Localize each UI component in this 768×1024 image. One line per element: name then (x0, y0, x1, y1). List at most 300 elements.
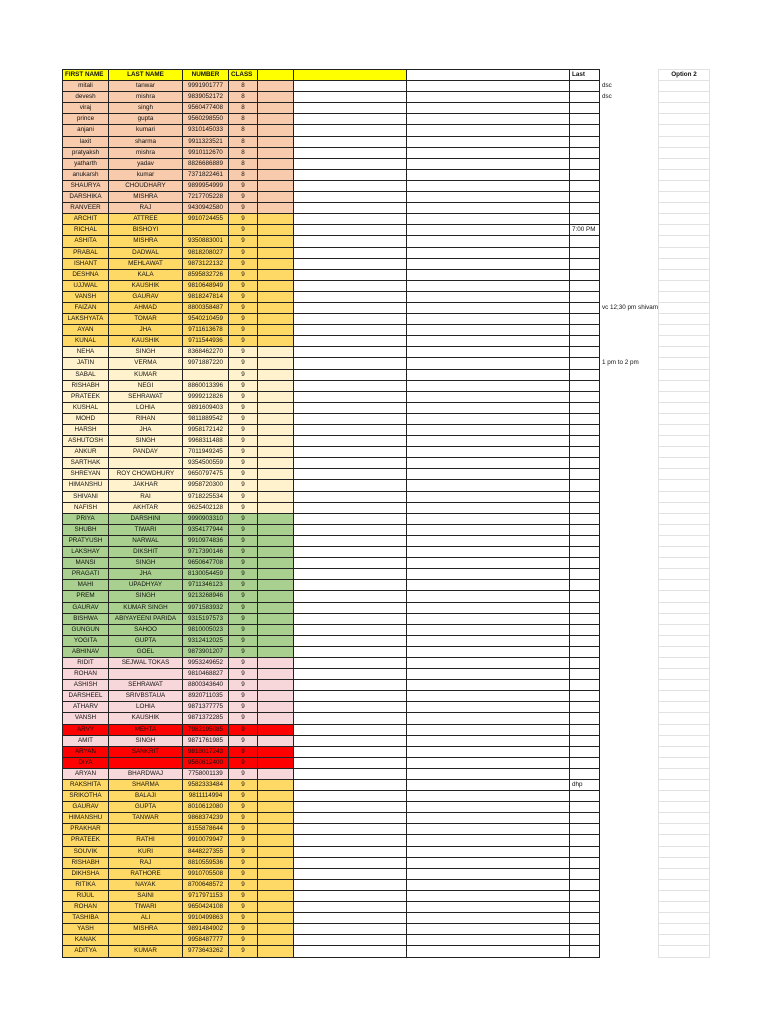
cell-blank-2[interactable] (294, 835, 407, 846)
cell-option-2[interactable] (659, 713, 710, 724)
cell-blank-1[interactable] (258, 458, 294, 469)
cell-last[interactable] (570, 646, 600, 657)
cell-last[interactable] (570, 502, 600, 513)
cell-blank-1[interactable] (258, 491, 294, 502)
cell-first-name[interactable]: VANSH (63, 291, 109, 302)
cell-option-2[interactable] (659, 868, 710, 879)
cell-number[interactable]: 9899954999 (183, 180, 229, 191)
cell-class[interactable]: 9 (229, 524, 258, 535)
cell-option-2[interactable] (659, 280, 710, 291)
cell-number[interactable]: 9810005023 (183, 624, 229, 635)
cell-number[interactable]: 9958720300 (183, 480, 229, 491)
cell-class[interactable]: 9 (229, 502, 258, 513)
cell-number[interactable]: 9891484902 (183, 924, 229, 935)
cell-class[interactable]: 8 (229, 125, 258, 136)
cell-blank-3[interactable] (407, 713, 570, 724)
cell-last[interactable] (570, 369, 600, 380)
cell-blank-1[interactable] (258, 902, 294, 913)
cell-number[interactable]: 9717390146 (183, 547, 229, 558)
cell-first-name[interactable]: GAURAV (63, 602, 109, 613)
cell-class[interactable]: 9 (229, 247, 258, 258)
cell-blank-2[interactable] (294, 846, 407, 857)
cell-blank-2[interactable] (294, 158, 407, 169)
cell-number[interactable] (183, 369, 229, 380)
cell-last[interactable] (570, 81, 600, 92)
cell-blank-3[interactable] (407, 657, 570, 668)
cell-first-name[interactable]: RITIKA (63, 879, 109, 890)
cell-option-2[interactable] (659, 602, 710, 613)
cell-number[interactable]: 9910705508 (183, 868, 229, 879)
cell-blank-1[interactable] (258, 813, 294, 824)
cell-option-2[interactable] (659, 81, 710, 92)
cell-blank-3[interactable] (407, 879, 570, 890)
cell-first-name[interactable]: GUNGUN (63, 624, 109, 635)
cell-last-name[interactable]: KURI (109, 846, 183, 857)
cell-blank-2[interactable] (294, 402, 407, 413)
cell-first-name[interactable]: BISHWA (63, 613, 109, 624)
cell-number[interactable]: 9991901777 (183, 81, 229, 92)
cell-first-name[interactable]: SHIVANI (63, 491, 109, 502)
cell-number[interactable]: 8800358487 (183, 302, 229, 313)
cell-option[interactable] (600, 802, 659, 813)
cell-last[interactable] (570, 857, 600, 868)
cell-last[interactable] (570, 613, 600, 624)
cell-first-name[interactable]: LAKSHAY (63, 547, 109, 558)
cell-class[interactable]: 9 (229, 236, 258, 247)
cell-last-name[interactable]: ROY CHOWDHURY (109, 469, 183, 480)
cell-first-name[interactable]: RIDIT (63, 657, 109, 668)
cell-blank-1[interactable] (258, 125, 294, 136)
cell-first-name[interactable]: ANKUR (63, 447, 109, 458)
cell-option[interactable] (600, 946, 659, 957)
cell-number[interactable]: 9650647708 (183, 558, 229, 569)
cell-option[interactable] (600, 524, 659, 535)
cell-number[interactable]: 8860013396 (183, 380, 229, 391)
header-blank-2[interactable] (294, 70, 407, 81)
cell-last[interactable] (570, 480, 600, 491)
cell-first-name[interactable]: PRABAL (63, 247, 109, 258)
cell-last-name[interactable] (109, 935, 183, 946)
cell-blank-1[interactable] (258, 258, 294, 269)
cell-blank-2[interactable] (294, 225, 407, 236)
cell-blank-3[interactable] (407, 857, 570, 868)
cell-last[interactable] (570, 824, 600, 835)
cell-option[interactable] (600, 502, 659, 513)
cell-first-name[interactable]: ATHARV (63, 702, 109, 713)
cell-blank-3[interactable] (407, 258, 570, 269)
cell-number[interactable]: 9810468827 (183, 669, 229, 680)
cell-number[interactable]: 9871761985 (183, 735, 229, 746)
cell-blank-3[interactable] (407, 702, 570, 713)
cell-option[interactable] (600, 225, 659, 236)
cell-blank-3[interactable] (407, 602, 570, 613)
cell-option-2[interactable] (659, 192, 710, 203)
cell-last[interactable] (570, 169, 600, 180)
cell-blank-3[interactable] (407, 569, 570, 580)
cell-first-name[interactable]: TASHIBA (63, 913, 109, 924)
cell-number[interactable]: 9968311488 (183, 436, 229, 447)
cell-blank-1[interactable] (258, 835, 294, 846)
cell-class[interactable]: 9 (229, 336, 258, 347)
cell-option-2[interactable] (659, 180, 710, 191)
cell-blank-3[interactable] (407, 613, 570, 624)
cell-option-2[interactable] (659, 558, 710, 569)
cell-number[interactable]: 8368462270 (183, 347, 229, 358)
cell-blank-3[interactable] (407, 646, 570, 657)
cell-last-name[interactable]: DADWAL (109, 247, 183, 258)
cell-first-name[interactable]: PRATYUSH (63, 535, 109, 546)
cell-option-2[interactable] (659, 724, 710, 735)
cell-last[interactable] (570, 624, 600, 635)
cell-number[interactable]: 9971583932 (183, 602, 229, 613)
cell-last-name[interactable]: UPADHYAY (109, 580, 183, 591)
cell-blank-2[interactable] (294, 757, 407, 768)
cell-option-2[interactable] (659, 247, 710, 258)
cell-last-name[interactable]: KALA (109, 269, 183, 280)
cell-last-name[interactable]: SEHRAWAT (109, 391, 183, 402)
cell-last-name[interactable]: JHA (109, 425, 183, 436)
cell-number[interactable]: 9560477408 (183, 103, 229, 114)
cell-blank-2[interactable] (294, 391, 407, 402)
cell-last-name[interactable]: SEHRAWAT (109, 680, 183, 691)
cell-last[interactable] (570, 92, 600, 103)
cell-blank-1[interactable] (258, 425, 294, 436)
cell-blank-3[interactable] (407, 458, 570, 469)
cell-last-name[interactable]: KAUSHIK (109, 713, 183, 724)
cell-option[interactable] (600, 724, 659, 735)
cell-option-2[interactable] (659, 946, 710, 957)
cell-blank-1[interactable] (258, 436, 294, 447)
cell-first-name[interactable]: pratyaksh (63, 147, 109, 158)
cell-blank-2[interactable] (294, 380, 407, 391)
cell-blank-1[interactable] (258, 358, 294, 369)
cell-blank-3[interactable] (407, 291, 570, 302)
cell-first-name[interactable]: FAIZAN (63, 302, 109, 313)
cell-blank-3[interactable] (407, 413, 570, 424)
cell-last-name[interactable]: TANWAR (109, 813, 183, 824)
cell-last[interactable] (570, 757, 600, 768)
cell-option-2[interactable] (659, 413, 710, 424)
cell-option[interactable] (600, 269, 659, 280)
cell-option[interactable] (600, 147, 659, 158)
cell-blank-2[interactable] (294, 524, 407, 535)
cell-class[interactable]: 9 (229, 358, 258, 369)
cell-last[interactable] (570, 391, 600, 402)
cell-blank-2[interactable] (294, 169, 407, 180)
cell-blank-1[interactable] (258, 402, 294, 413)
cell-option-2[interactable] (659, 391, 710, 402)
cell-last-name[interactable]: SRIVBSTAUA (109, 691, 183, 702)
cell-option[interactable] (600, 846, 659, 857)
cell-blank-2[interactable] (294, 713, 407, 724)
cell-option[interactable] (600, 902, 659, 913)
cell-last[interactable] (570, 158, 600, 169)
cell-blank-1[interactable] (258, 757, 294, 768)
cell-first-name[interactable]: MAHI (63, 580, 109, 591)
cell-first-name[interactable]: RISHABH (63, 857, 109, 868)
cell-first-name[interactable]: ISHANT (63, 258, 109, 269)
cell-blank-1[interactable] (258, 657, 294, 668)
cell-class[interactable]: 9 (229, 879, 258, 890)
cell-last-name[interactable]: gupta (109, 114, 183, 125)
cell-last[interactable] (570, 791, 600, 802)
cell-last[interactable] (570, 657, 600, 668)
cell-number[interactable]: 9958487777 (183, 935, 229, 946)
cell-first-name[interactable]: RISHABH (63, 380, 109, 391)
cell-option-2[interactable] (659, 336, 710, 347)
cell-option-2[interactable] (659, 491, 710, 502)
cell-blank-1[interactable] (258, 524, 294, 535)
cell-option[interactable] (600, 291, 659, 302)
cell-blank-3[interactable] (407, 935, 570, 946)
cell-blank-2[interactable] (294, 314, 407, 325)
cell-first-name[interactable]: MANSI (63, 558, 109, 569)
cell-blank-2[interactable] (294, 702, 407, 713)
cell-last-name[interactable]: JAKHAR (109, 480, 183, 491)
cell-option-2[interactable] (659, 613, 710, 624)
cell-number[interactable]: 9873901207 (183, 646, 229, 657)
cell-blank-1[interactable] (258, 314, 294, 325)
cell-blank-2[interactable] (294, 280, 407, 291)
cell-number[interactable]: 9999212826 (183, 391, 229, 402)
cell-blank-1[interactable] (258, 935, 294, 946)
cell-option-2[interactable] (659, 735, 710, 746)
cell-blank-3[interactable] (407, 302, 570, 313)
cell-blank-1[interactable] (258, 380, 294, 391)
cell-last-name[interactable]: NEGI (109, 380, 183, 391)
cell-class[interactable]: 8 (229, 169, 258, 180)
cell-blank-2[interactable] (294, 691, 407, 702)
cell-first-name[interactable]: DARSHIKA (63, 192, 109, 203)
cell-first-name[interactable]: JATIN (63, 358, 109, 369)
cell-number[interactable]: 9839052172 (183, 92, 229, 103)
cell-first-name[interactable]: SARTHAK (63, 458, 109, 469)
header-number[interactable]: NUMBER (183, 70, 229, 81)
cell-option-2[interactable] (659, 513, 710, 524)
cell-option[interactable] (600, 480, 659, 491)
cell-blank-2[interactable] (294, 646, 407, 657)
cell-blank-2[interactable] (294, 436, 407, 447)
cell-blank-3[interactable] (407, 147, 570, 158)
cell-blank-1[interactable] (258, 724, 294, 735)
cell-blank-2[interactable] (294, 924, 407, 935)
cell-number[interactable]: 8595832726 (183, 269, 229, 280)
cell-option[interactable] (600, 380, 659, 391)
cell-class[interactable]: 9 (229, 657, 258, 668)
cell-blank-1[interactable] (258, 824, 294, 835)
cell-blank-3[interactable] (407, 635, 570, 646)
cell-option[interactable] (600, 646, 659, 657)
cell-option[interactable] (600, 835, 659, 846)
cell-blank-3[interactable] (407, 347, 570, 358)
cell-blank-1[interactable] (258, 147, 294, 158)
cell-class[interactable]: 9 (229, 624, 258, 635)
cell-option-2[interactable] (659, 436, 710, 447)
cell-option-2[interactable] (659, 746, 710, 757)
cell-number[interactable]: 8700648572 (183, 879, 229, 890)
cell-last-name[interactable]: NAYAK (109, 879, 183, 890)
cell-blank-3[interactable] (407, 214, 570, 225)
cell-last[interactable] (570, 913, 600, 924)
cell-first-name[interactable]: PRATEEK (63, 835, 109, 846)
cell-option[interactable] (600, 425, 659, 436)
cell-class[interactable]: 9 (229, 946, 258, 957)
cell-blank-2[interactable] (294, 824, 407, 835)
cell-last[interactable] (570, 547, 600, 558)
cell-last[interactable]: 7:00 PM (570, 225, 600, 236)
cell-last[interactable] (570, 746, 600, 757)
cell-number[interactable]: 7758001139 (183, 768, 229, 779)
cell-last[interactable] (570, 425, 600, 436)
cell-option[interactable] (600, 813, 659, 824)
cell-option[interactable] (600, 757, 659, 768)
cell-option-2[interactable] (659, 524, 710, 535)
cell-number[interactable]: 9213268946 (183, 591, 229, 602)
cell-last-name[interactable]: sharma (109, 136, 183, 147)
cell-last-name[interactable]: GAURAV (109, 291, 183, 302)
cell-class[interactable]: 8 (229, 114, 258, 125)
cell-option-2[interactable] (659, 447, 710, 458)
cell-number[interactable]: 9711544936 (183, 336, 229, 347)
cell-option-2[interactable] (659, 890, 710, 901)
cell-number[interactable]: 7982195085 (183, 724, 229, 735)
cell-first-name[interactable]: AMIT (63, 735, 109, 746)
cell-last[interactable] (570, 569, 600, 580)
cell-first-name[interactable]: DIYA (63, 757, 109, 768)
cell-last-name[interactable]: BISHOYI (109, 225, 183, 236)
cell-blank-1[interactable] (258, 192, 294, 203)
cell-blank-3[interactable] (407, 580, 570, 591)
cell-option[interactable] (600, 535, 659, 546)
cell-last[interactable] (570, 946, 600, 957)
cell-class[interactable]: 9 (229, 391, 258, 402)
cell-first-name[interactable]: HARSH (63, 425, 109, 436)
cell-option[interactable] (600, 436, 659, 447)
cell-blank-1[interactable] (258, 225, 294, 236)
cell-blank-2[interactable] (294, 680, 407, 691)
cell-blank-2[interactable] (294, 669, 407, 680)
cell-class[interactable]: 9 (229, 924, 258, 935)
cell-last-name[interactable]: SINGH (109, 436, 183, 447)
cell-blank-1[interactable] (258, 569, 294, 580)
cell-blank-3[interactable] (407, 768, 570, 779)
cell-number[interactable]: 9650424108 (183, 902, 229, 913)
cell-first-name[interactable]: devesh (63, 92, 109, 103)
cell-option-2[interactable] (659, 325, 710, 336)
cell-blank-2[interactable] (294, 491, 407, 502)
cell-last[interactable] (570, 347, 600, 358)
cell-last[interactable] (570, 580, 600, 591)
cell-last[interactable] (570, 513, 600, 524)
cell-number[interactable]: 9910079947 (183, 835, 229, 846)
cell-first-name[interactable]: ADITYA (63, 946, 109, 957)
cell-option[interactable] (600, 236, 659, 247)
cell-first-name[interactable]: SOUVIK (63, 846, 109, 857)
cell-blank-3[interactable] (407, 669, 570, 680)
cell-last[interactable] (570, 203, 600, 214)
cell-blank-3[interactable] (407, 192, 570, 203)
cell-number[interactable]: 9910112670 (183, 147, 229, 158)
cell-blank-3[interactable] (407, 791, 570, 802)
cell-option-2[interactable] (659, 580, 710, 591)
cell-last-name[interactable]: RAJ (109, 857, 183, 868)
cell-class[interactable]: 9 (229, 480, 258, 491)
cell-class[interactable]: 9 (229, 225, 258, 236)
cell-blank-1[interactable] (258, 713, 294, 724)
cell-blank-1[interactable] (258, 768, 294, 779)
cell-first-name[interactable]: RIJUL (63, 890, 109, 901)
cell-option[interactable] (600, 214, 659, 225)
cell-last-name[interactable]: AKHTAR (109, 502, 183, 513)
cell-option[interactable] (600, 580, 659, 591)
cell-last-name[interactable]: ATTREE (109, 214, 183, 225)
cell-number[interactable]: 9711613678 (183, 325, 229, 336)
cell-first-name[interactable]: DIKHSHA (63, 868, 109, 879)
cell-option[interactable] (600, 713, 659, 724)
cell-last-name[interactable]: RATHI (109, 835, 183, 846)
cell-option-2[interactable] (659, 924, 710, 935)
cell-first-name[interactable]: viraj (63, 103, 109, 114)
cell-class[interactable]: 9 (229, 602, 258, 613)
cell-blank-3[interactable] (407, 203, 570, 214)
cell-number[interactable]: 9540210459 (183, 314, 229, 325)
cell-last[interactable] (570, 591, 600, 602)
cell-class[interactable]: 9 (229, 691, 258, 702)
cell-option-2[interactable] (659, 291, 710, 302)
cell-option[interactable] (600, 558, 659, 569)
cell-class[interactable]: 9 (229, 724, 258, 735)
cell-blank-2[interactable] (294, 447, 407, 458)
cell-last-name[interactable]: LOHIA (109, 402, 183, 413)
cell-option[interactable] (600, 314, 659, 325)
cell-last[interactable]: dhp (570, 780, 600, 791)
cell-class[interactable]: 9 (229, 291, 258, 302)
cell-first-name[interactable]: ASHISH (63, 680, 109, 691)
cell-last-name[interactable]: yadav (109, 158, 183, 169)
cell-last-name[interactable]: SAINI (109, 890, 183, 901)
cell-blank-3[interactable] (407, 380, 570, 391)
cell-last-name[interactable]: AHMAD (109, 302, 183, 313)
cell-first-name[interactable]: ASHUTOSH (63, 436, 109, 447)
cell-number[interactable]: 7371822461 (183, 169, 229, 180)
cell-option-2[interactable] (659, 768, 710, 779)
cell-last-name[interactable]: mishra (109, 92, 183, 103)
cell-first-name[interactable]: NAFISH (63, 502, 109, 513)
cell-first-name[interactable]: AYAN (63, 325, 109, 336)
cell-option[interactable]: 1 pm to 2 pm (602, 359, 639, 367)
cell-number[interactable]: 8826686889 (183, 158, 229, 169)
cell-first-name[interactable]: ROHAN (63, 669, 109, 680)
cell-option[interactable] (600, 325, 659, 336)
cell-option-2[interactable] (659, 902, 710, 913)
cell-number[interactable]: 9818247814 (183, 291, 229, 302)
cell-class[interactable]: 9 (229, 180, 258, 191)
cell-blank-2[interactable] (294, 458, 407, 469)
cell-blank-2[interactable] (294, 535, 407, 546)
cell-number[interactable]: 9811889542 (183, 413, 229, 424)
cell-class[interactable]: 9 (229, 269, 258, 280)
cell-blank-3[interactable] (407, 868, 570, 879)
cell-blank-3[interactable] (407, 591, 570, 602)
cell-option-2[interactable] (659, 158, 710, 169)
cell-number[interactable]: 9312412025 (183, 635, 229, 646)
cell-blank-1[interactable] (258, 180, 294, 191)
cell-option[interactable] (600, 203, 659, 214)
cell-option-2[interactable] (659, 214, 710, 225)
cell-blank-3[interactable] (407, 757, 570, 768)
cell-blank-3[interactable] (407, 325, 570, 336)
cell-blank-1[interactable] (258, 558, 294, 569)
